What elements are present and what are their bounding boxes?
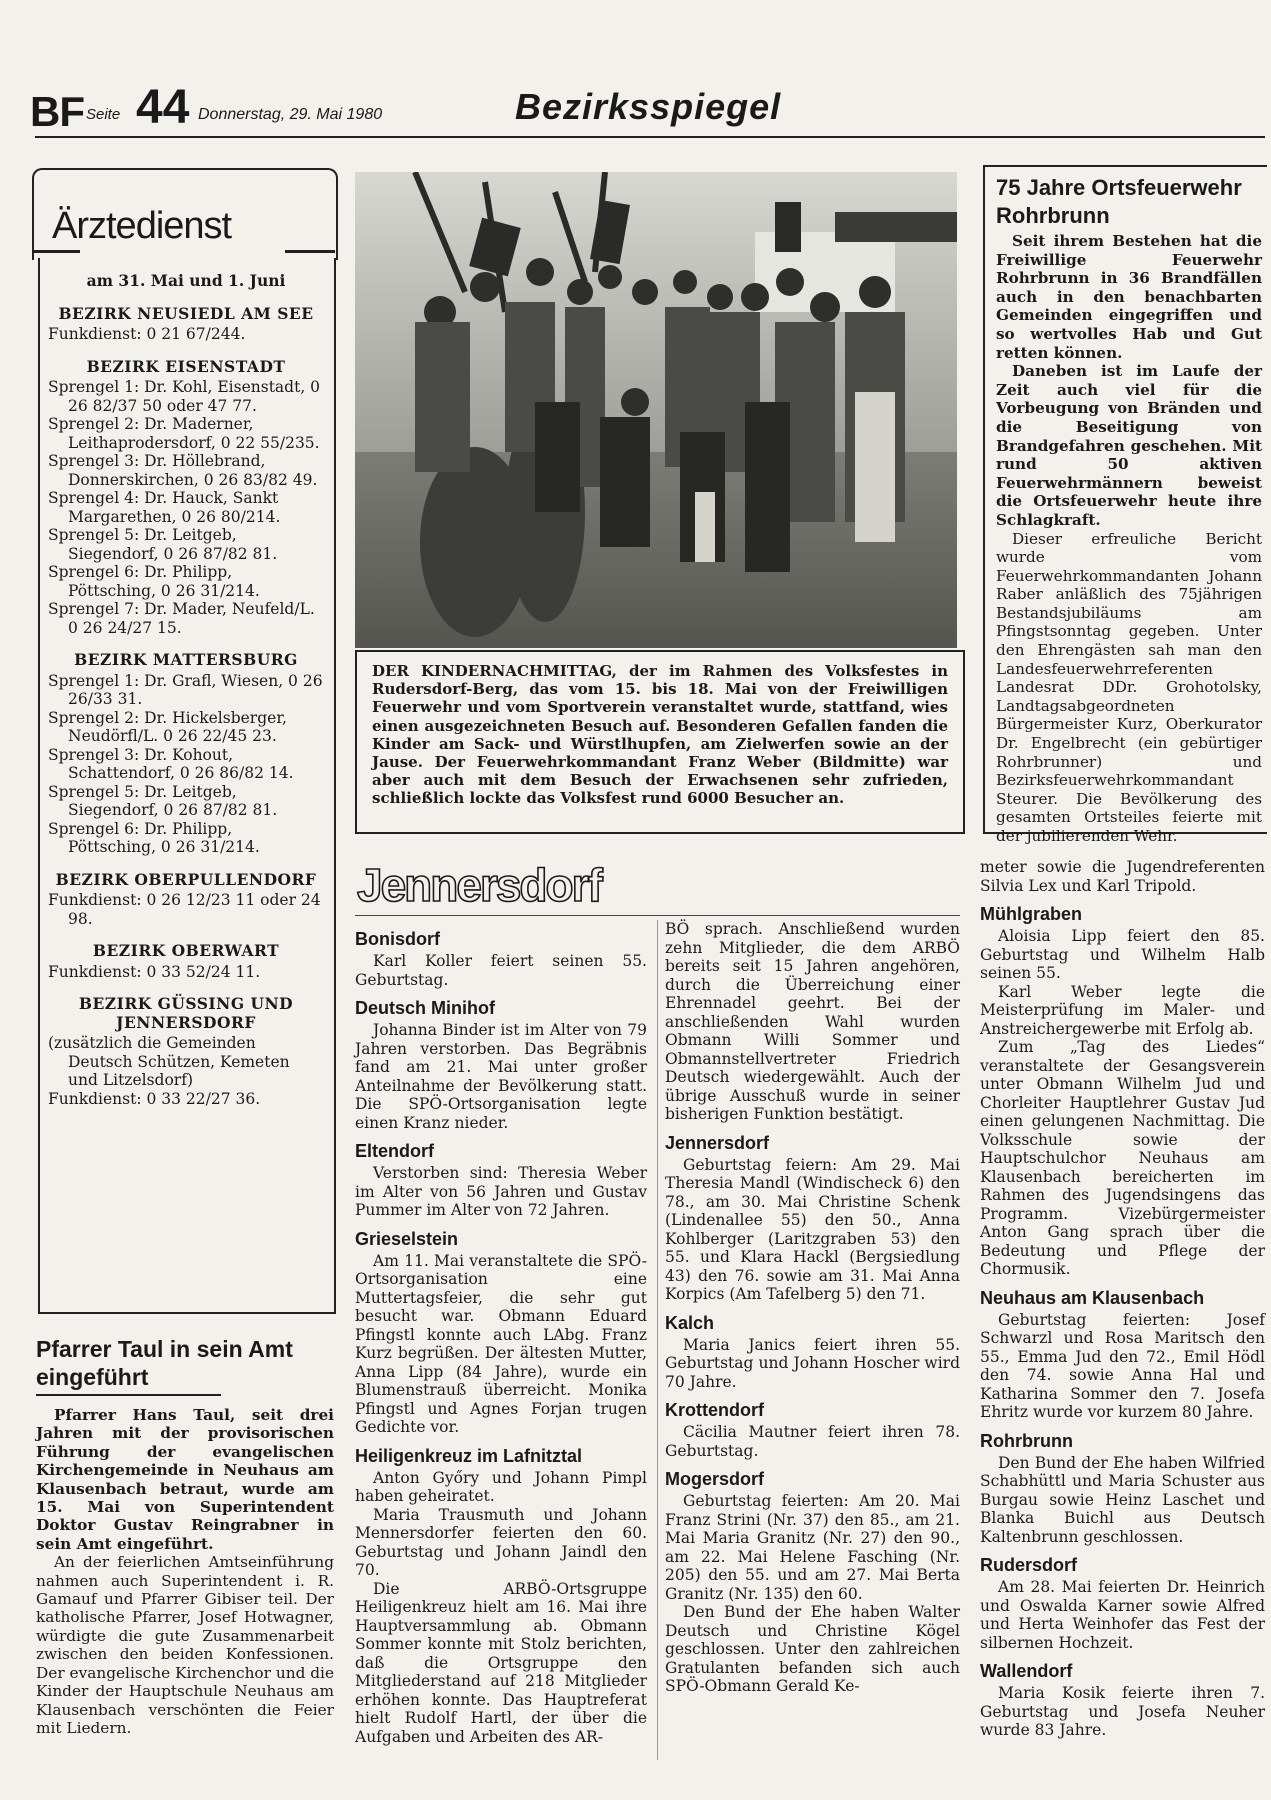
doctor-entry: Sprengel 7: Dr. Mader, Neufeld/L. 0 26 24/27 15.	[48, 600, 315, 637]
locality-paragraph: Aloisia Lipp feiert den 85. Geburtstag und Wilhelm Halb seinen 55.	[980, 927, 1265, 982]
doctor-entry: Funkdienst: 0 33 52/24 11.	[48, 962, 261, 981]
doctor-entry: Sprengel 6: Dr. Philipp, Pöttsching, 0 26 31/214.	[48, 563, 260, 600]
jennersdorf-section-title: Jennersdorf	[357, 859, 601, 911]
doctor-entry: Funkdienst: 0 26 12/23 11 oder 24 98.	[48, 891, 321, 928]
pfarrer-headline: Pfarrer Taul in sein Amt eingeführt	[36, 1336, 293, 1390]
locality-heading: Heiligenkreuz im Lafnitztal	[355, 1445, 583, 1466]
rohrbrunn-p3: Dieser erfreuliche Bericht wurde vom Feuerwehrkommandanten Johann Raber anläßlich des 75jährigen Bestandsjubiläums am Pfingstsonntag gegeben. Unter den Ehrengästen sah man den Landesfeuerwehrreferenten Landesrat DDr. Grohotolsky, Landtagsabgeordneten Bürgermeister Kurz, Oberkurator Dr. Engelbrecht (ein gebürtiger Rohrbrunner) und Bezirksfeuerwehrkommandant Steurer. Die Bevölkerung des gesamten Ortsteiles feierte mit der jubilierenden Wehr.	[996, 529, 1262, 845]
pfarrer-lead: Pfarrer Hans Taul, seit drei Jahren mit der provisorischen Führung der evangelischen Kirchengemeinde in Neuhaus am Klausenbach betraut, wurde am 15. Mai von Superintendent Doktor Gustav Reingrabner in sein Amt eingeführt.	[36, 1406, 334, 1553]
locality-paragraph: Maria Trausmuth und Johann Mennersdorfer feierten den 60. Geburtstag und Johann Jaindl den 70.	[355, 1505, 647, 1579]
column-separator	[657, 920, 658, 1760]
rohrbrunn-headline: 75 Jahre Ortsfeuerwehr Rohrbrunn	[996, 175, 1242, 228]
locality-heading: Rudersdorf	[980, 1555, 1078, 1575]
pfarrer-body: An der feierlichen Amtseinführung nahmen auch Superintendent i. R. Gamauf und Pfarrer Gibiser teil. Der katholische Pfarrer, Josef Hotwagner, würdigte die gute Zusammenarbeit zwischen den beiden Konfessionen. Der evangelische Kirchenchor und die Kinder der Hauptschule Neuhaus am Klausenbach verschönten die Feier mit Liedern.	[36, 1553, 334, 1737]
locality-paragraph: BÖ sprach. Anschließend wurden zehn Mitglieder, die dem ARBÖ bereits seit 15 Jahren angehören, durch die Überreichung einer Ehrennadel geehrt. Bei der anschließenden Wahl wurden Obmann Willi Sommer und Obmannstellvertreter Friedrich Deutsch wiedergewählt. Auch der übrige Ausschuß wurde in seiner bisherigen Funktion bestätigt.	[665, 920, 960, 1123]
locality-paragraph: Die ARBÖ-Ortsgruppe Heiligenkreuz hielt am 16. Mai ihre Hauptversammlung ab. Obmann Sommer konnte mit Stolz berichten, daß die Ortsgruppe den Mitgliederstand auf 218 Mitglieder erhöhen konnte. Das Hauptreferat hielt Rudolf Hartl, der über die Aufgaben und Arbeiten des AR-	[355, 1579, 647, 1746]
locality-heading: Grieselstein	[355, 1228, 459, 1249]
header-rule	[35, 136, 1265, 138]
locality-heading: Kalch	[665, 1312, 715, 1333]
locality-paragraph: Verstorben sind: Theresia Weber im Alter von 56 Jahren und Gustav Pummer im Alter von 72 Jahren.	[355, 1164, 647, 1219]
doctor-entry: Funkdienst: 0 33 22/27 36.	[48, 1089, 261, 1108]
page-number: 44	[136, 81, 190, 134]
doctor-entry: Sprengel 5: Dr. Leitgeb, Siegendorf, 0 26 87/82 81.	[48, 526, 278, 563]
locality-paragraph: Am 11. Mai veranstaltete die SPÖ-Ortsorganisation eine Muttertagsfeier, die sehr gut besucht war. Obmann Eduard Pfingstl konnte auch LAbg. Franz Kurz begrüßen. Der ältesten Mutter, Anna Lipp (84 Jahre), wurde ein Blumenstrauß überreicht. Monika Pfingstl und Agnes Forjan trugen Gedichte vor.	[355, 1251, 647, 1436]
locality-heading: Rohrbrunn	[980, 1430, 1073, 1451]
locality-paragraph: Geburtstag feierten: Am 20. Mai Franz Strini (Nr. 37) den 85., am 21. Mai Maria Granitz (Nr. 27) den 90., am 22. Mai Helene Fasching (Nr. 205) den 55. und am 27. Mai Berta Granitz (Nr. 135) den 60.	[665, 1492, 960, 1603]
doctor-entry: Sprengel 6: Dr. Philipp, Pöttsching, 0 26 31/214.	[48, 819, 260, 856]
bezirk-heading: BEZIRK OBERPULLENDORF	[55, 869, 317, 889]
locality-paragraph: Den Bund der Ehe haben Wilfried Schabhüttl und Maria Schuster aus Burgau sowie Heinz Laschet und Blanka Buichl aus Deutsch Kaltenbrunn geschlossen.	[980, 1453, 1265, 1546]
paper-logo: BF	[30, 88, 84, 135]
jennersdorf-column-1	[355, 920, 647, 1746]
locality-heading: Neuhaus am Klausenbach	[980, 1287, 1205, 1308]
locality-paragraph: Zum „Tag des Liedes“ veranstaltete der Gesangsverein unter Obmann Wilhelm Jud und Chorleiter Hauptlehrer Gustav Jud einen gelungenen Nachmittag. Die Volksschule sowie der Hauptschulchor Neuhaus am Klausenbach bereicherten im Rahmen des Jugendsingens das Programm. Vizebürgermeister Anton Gang sprach über die Bedeutung und Pflege der Chormusik.	[980, 1038, 1265, 1278]
locality-paragraph: Johanna Binder ist im Alter von 79 Jahren verstorben. Das Begräbnis fand am 21. Mai unter großer Anteilnahme der Bevölkerung statt. Die SPÖ-Ortsorganisation legte einen Kranz nieder.	[355, 1021, 647, 1132]
locality-paragraph: Den Bund der Ehe haben Walter Deutsch und Christine Kögel geschlossen. Unter den zahlreichen Gratulanten befanden sich auch SPÖ-Obmann Gerald Ke-	[665, 1603, 960, 1695]
locality-paragraph: Maria Janics feiert ihren 55. Geburtstag und Johann Hoscher wird 70 Jahre.	[665, 1335, 960, 1391]
locality-heading: Deutsch Minihof	[355, 998, 495, 1018]
doctor-entry: Sprengel 4: Dr. Hauck, Sankt Margarethen, 0 26 80/214.	[48, 489, 281, 526]
jennersdorf-rule	[355, 915, 960, 916]
doctor-entry: Sprengel 1: Dr. Grafl, Wiesen, 0 26 26/33 31.	[48, 671, 323, 708]
aerztedienst-list	[48, 272, 324, 1108]
rohrbrunn-p1: Seit ihrem Bestehen hat die Freiwillige Feuerwehr Rohrbrunn in 36 Brandfällen auch in den benachbarten Gemeinden eingegriffen und so wertvolles Hab und Gut retten können.	[996, 232, 1262, 362]
locality-heading: Bonisdorf	[355, 929, 440, 949]
pfarrer-rule	[36, 1394, 221, 1396]
locality-paragraph: Karl Koller feiert seinen 55. Geburtstag.	[355, 952, 647, 989]
doctor-entry: Sprengel 5: Dr. Leitgeb, Siegendorf, 0 26 87/82 81.	[48, 782, 278, 819]
page-label: Seite	[86, 106, 121, 123]
locality-paragraph: Am 28. Mai feierten Dr. Heinrich und Oswalda Karner sowie Alfred und Herta Weinhofer das Fest der silbernen Hochzeit.	[980, 1578, 1265, 1652]
title-rule-left	[32, 250, 80, 253]
doctor-entry: Sprengel 2: Dr. Maderner, Leithaprodersdorf, 0 22 55/235.	[48, 415, 320, 452]
locality-paragraph: Cäcilia Mautner feiert ihren 78. Geburtstag.	[665, 1423, 960, 1460]
pfarrer-article	[36, 1406, 334, 1737]
doctor-entry: Sprengel 2: Dr. Hickelsberger, Neudörfl/L. 0 26 22/45 23.	[48, 708, 287, 745]
rohrbrunn-article	[996, 232, 1262, 846]
jennersdorf-column-2	[665, 920, 960, 1696]
doctor-entry: (zusätzlich die Gemeinden Deutsch Schützen, Kemeten und Litzelsdorf)	[48, 1034, 290, 1089]
doctor-entry: Sprengel 1: Dr. Kohl, Eisenstadt, 0 26 82/37 50 oder 47 77.	[48, 378, 321, 415]
photo-caption: DER KINDERNACHMITTAG, der im Rahmen des Volksfestes in Rudersdorf-Berg, das vom 15. bis 18. Mai von der Freiwilligen Feuerwehr und vom Sportverein veranstaltet wurde, stattfand, wies einen ausgezeichneten Besuch auf. Besonderen Gefallen fanden die Kinder am Sack- und Würstlhupfen, am Zielwerfen sowie an der Jause. Der Feuerwehrkommandant Franz Weber (Bildmitte) war aber auch mit dem Besuch der Erwachsenen sehr zufrieden, schließlich lockte das Volksfest rund 6000 Besucher an.	[372, 662, 948, 808]
locality-paragraph: meter sowie die Jugendreferenten Silvia Lex und Karl Tripold.	[980, 858, 1265, 895]
locality-paragraph: Anton Győry und Johann Pimpl haben geheiratet.	[355, 1468, 647, 1505]
locality-heading: Eltendorf	[355, 1141, 434, 1161]
locality-heading: Mühlgraben	[980, 904, 1082, 924]
aerztedienst-dates: am 31. Mai und 1. Juni	[86, 271, 286, 290]
bezirk-heading: BEZIRK NEUSIEDL AM SEE	[58, 303, 314, 323]
bezirk-heading: BEZIRK MATTERSBURG	[74, 650, 298, 669]
aerztedienst-title: Ärztedienst	[52, 205, 232, 247]
locality-paragraph: Geburtstag feiern: Am 29. Mai Theresia Mandl (Windischeck 6) den 78., am 30. Mai Christine Schenk (Lindenallee 55) den 50., Anna Kohlberger (Laritzgraben 53) den 55. und Klara Hackl (Bergsiedlung 43) den 76. sowie am 31. Mai Anna Korpics (Am Tafelberg 5) den 71.	[665, 1155, 960, 1303]
section-title: Bezirksspiegel	[515, 86, 782, 127]
issue-date: Donnerstag, 29. Mai 1980	[198, 106, 383, 123]
rohrbrunn-p2: Daneben ist im Laufe der Zeit auch viel für die Vorbeugung von Bränden und die Beseitigung von Brandgefahren geschehen. Mit rund 50 aktiven Feuerwehrmännern beweist die Ortsfeuerwehr heute ihre Schlagkraft.	[996, 362, 1262, 529]
bezirk-heading: BEZIRK GÜSSING UND JENNERSDORF	[78, 994, 294, 1032]
locality-heading: Wallendorf	[980, 1661, 1073, 1681]
jennersdorf-column-3	[980, 858, 1265, 1740]
locality-paragraph: Maria Kosik feierte ihren 7. Geburtstag und Josefa Neuher wurde 83 Jahre.	[980, 1684, 1265, 1739]
bezirk-heading: BEZIRK OBERWART	[92, 941, 280, 960]
locality-paragraph: Karl Weber legte die Meisterprüfung im Maler- und Anstreichergewerbe mit Erfolg ab.	[980, 982, 1265, 1038]
news-photo	[355, 172, 957, 648]
crowd-photo-image	[355, 172, 957, 648]
doctor-entry: Funkdienst: 0 21 67/244.	[48, 325, 246, 343]
doctor-entry: Sprengel 3: Dr. Kohout, Schattendorf, 0 26 86/82 14.	[48, 745, 294, 782]
bezirk-heading: BEZIRK EISENSTADT	[86, 356, 286, 376]
title-rule-right	[285, 250, 335, 253]
locality-paragraph: Geburtstag feierten: Josef Schwarzl und Rosa Maritsch den 55., Emma Jud den 72., Emil Hödl den 74. sowie Anna Hal und Katharina Sommer den 7. Josefa Ehritz wurde vor kurzem 80 Jahre.	[980, 1310, 1265, 1421]
locality-heading: Jennersdorf	[665, 1132, 770, 1153]
doctor-entry: Sprengel 3: Dr. Höllebrand, Donnerskirchen, 0 26 83/82 49.	[48, 452, 318, 489]
locality-heading: Krottendorf	[665, 1400, 764, 1420]
locality-heading: Mogersdorf	[665, 1469, 764, 1489]
